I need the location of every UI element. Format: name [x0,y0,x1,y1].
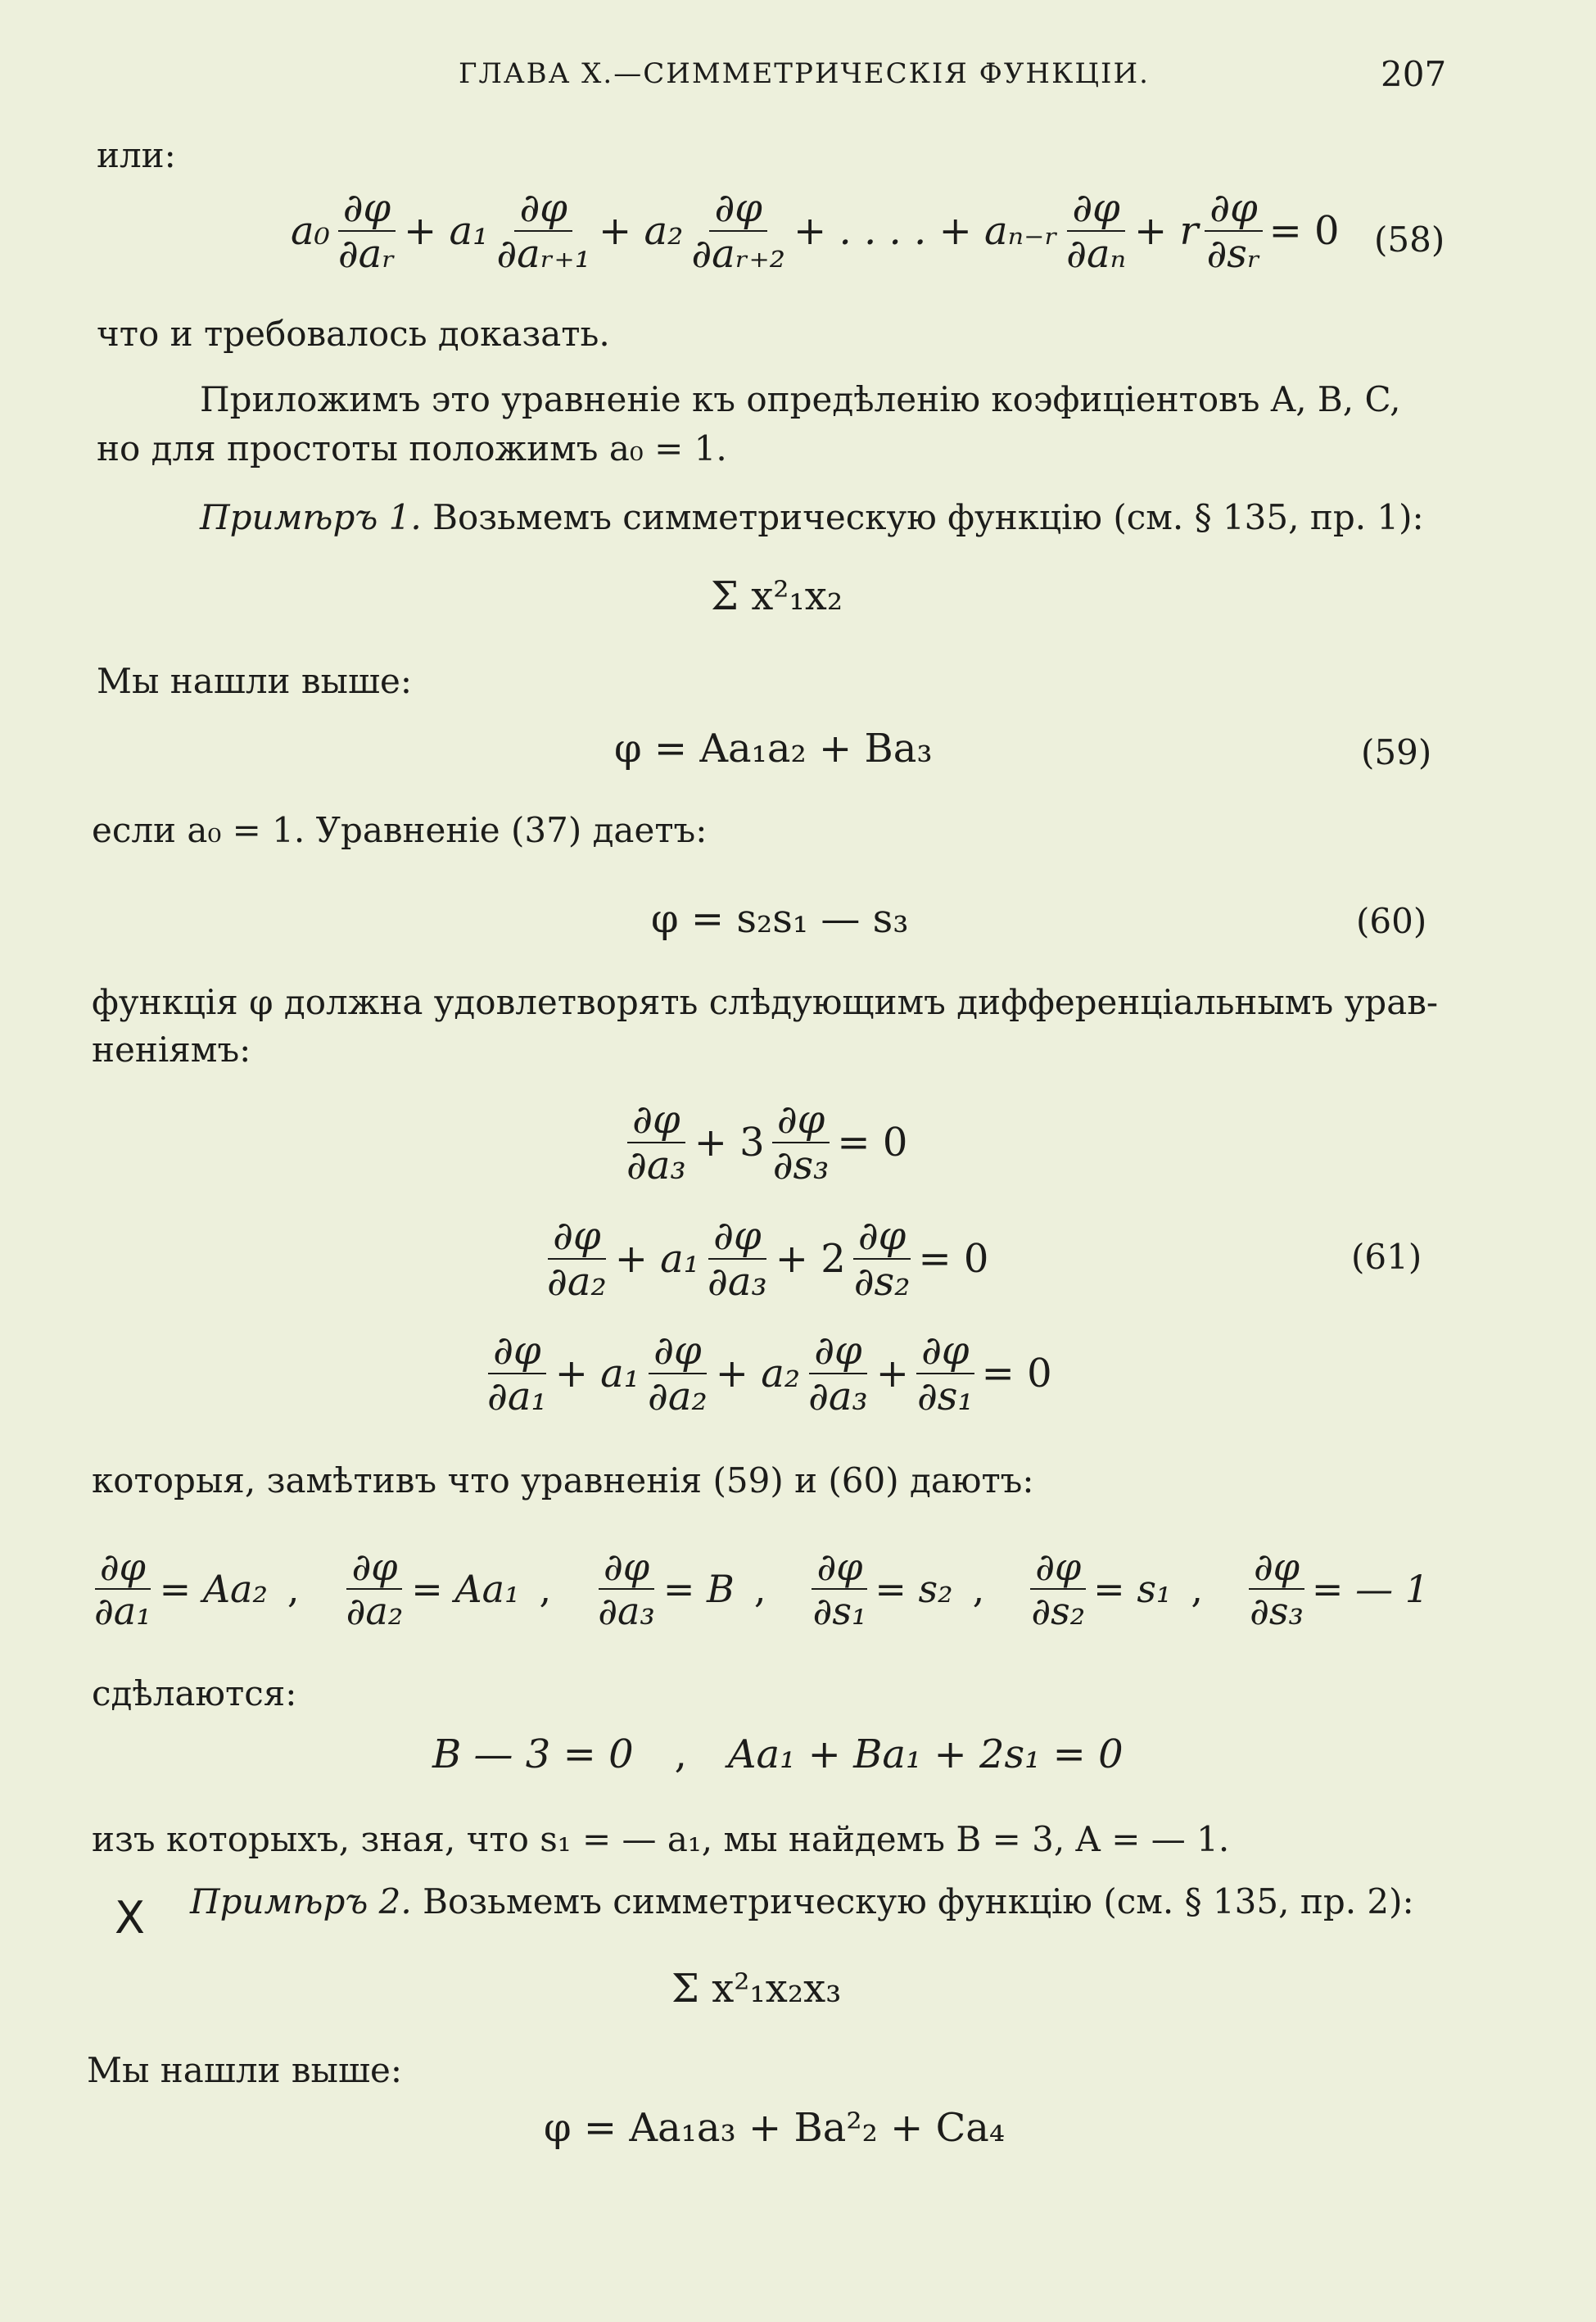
text-become: сдѣлаются: [92,1673,297,1713]
text-which: которыя, замѣтивъ что уравненія (59) и (60) даютъ: [92,1460,1034,1500]
equation-58 [291,182,1340,280]
text-from-which: изъ которыхъ, зная, что s₁ = — a₁, мы найдемъ B = 3, A = — 1. [92,1819,1230,1859]
eq58-frac-2: $\frac{\partial\varphi}{\text{∂aᵣ₊₁}}$ [496,184,590,277]
sum-expression-1: Σ x²₁x₂ [711,573,843,619]
sum-expression-2: Σ x²₁x₂x₃ [671,1966,842,2012]
equation-number-61: (61) [1351,1237,1422,1277]
eq58-eq-zero: = 0 [1268,208,1340,254]
margin-pencil-mark: X [115,1892,145,1944]
eq58-frac-5: $\frac{\partial\varphi}{\text{∂sᵣ}}$ [1201,188,1265,275]
page-number: 207 [1381,54,1447,94]
equation-61-line-1: $\frac{\partial\varphi}{\text{∂a₃}}$ + 3 $\frac{\partial\varphi}{\text{∂s₃}}$ = 0 [626,1096,908,1188]
text-apply-line-1: Приложимъ это уравненіе къ опредѣленію коэфиціентовъ A, B, C, [200,379,1401,419]
example-1-label: Примѣръ 1. [200,497,422,537]
derivative-4: $\frac{\partial\varphi}{\text{∂s₁}}$ = s₂ , [812,1544,985,1633]
derivative-6: $\frac{\partial\varphi}{\text{∂s₃}}$ = — 1 [1250,1544,1429,1633]
equation-number-58: (58) [1374,220,1445,260]
equation-59: φ = Aa₁a₂ + Ba₃ [614,726,933,772]
example-1-text: Возьмемъ симметрическую функцію (см. § 135, пр. 1): [432,497,1424,537]
eq58-frac-4: $\frac{\partial\varphi}{\text{∂aₙ}}$ [1066,184,1127,277]
equation-61-line-2: $\frac{\partial\varphi}{\text{∂a₂}}$ + a₁ $\frac{\partial\varphi}{\text{∂a₃}}$ + 2 $\frac{\partial\varphi}{\text{∂s₂}}$ = 0 [547,1212,989,1305]
equation-number-59: (59) [1361,732,1432,772]
example-2-label: Примѣръ 2. [190,1881,412,1921]
text-if-a0: если a₀ = 1. Уравненіе (37) даетъ: [92,810,708,850]
eq58-a0: a₀ [291,208,330,254]
example-2 [190,1879,1414,1925]
result-left: B — 3 = 0 [432,1731,634,1777]
eq58-plus-a1: + a₁ [403,208,489,254]
result-equations [432,1731,1124,1777]
derivative-5: $\frac{\partial\varphi}{\text{∂s₂}}$ = s₁ , [1031,1544,1203,1633]
equation-number-60: (60) [1356,901,1427,941]
eq58-frac-3: $\frac{\partial\varphi}{\text{∂aᵣ₊₂}}$ [691,184,786,277]
text-apply-line-2: но для простоты положимъ a₀ = 1. [97,428,727,468]
eq58-frac-1: $\frac{\partial\varphi}{\text{∂aᵣ}}$ [337,184,396,277]
eq58-dots: + . . . . + aₙ₋ᵣ [793,208,1059,254]
derivative-3: $\frac{\partial\varphi}{\text{∂a₃}}$ = B , [598,1544,766,1633]
derivative-2: $\frac{\partial\varphi}{\text{∂a₂}}$ = Aa₁ , [346,1544,552,1633]
text-function-line-2: неніямъ: [92,1030,251,1070]
text-function-line-1: функція φ должна удовлетворять слѣдующимъ дифференціальнымъ урав- [92,982,1439,1022]
result-comma: , [674,1731,687,1777]
text-proved: что и требовалось доказать. [97,314,610,354]
final-equation: φ = Aa₁a₃ + Ba²₂ + Ca₄ [544,2105,1006,2151]
example-2-text: Возьмемъ симметрическую функцію (см. § 135, пр. 2): [423,1881,1414,1921]
eq58-plus-r: + r [1134,208,1199,254]
equation-61-line-3: $\frac{\partial\varphi}{\text{∂a₁}}$ + a₁ $\frac{\partial\varphi}{\text{∂a₂}}$ + a₂ $\frac{\partial\varphi}{\text{∂a₃}}$ + $\frac{\partial\varphi}{\text{∂s₁}}$ = 0 [487,1327,1052,1419]
result-right: Aa₁ + Ba₁ + 2s₁ = 0 [727,1731,1124,1777]
text-found-above-2: Мы нашли выше: [87,2050,403,2090]
text-ili: или: [97,135,176,175]
eq58-plus-a2: + a₂ [599,208,684,254]
text-found-above-1: Мы нашли выше: [97,661,413,701]
derivative-1: $\frac{\partial\varphi}{\text{∂a₁}}$ = Aa₂ , [94,1544,300,1633]
derivative-values [86,1540,1429,1638]
chapter-title: ГЛАВА X.—СИММЕТРИЧЕСКІЯ ФУНКЦІИ. [459,57,1150,90]
example-1 [200,495,1424,541]
page-header [0,54,1596,106]
equation-60: φ = s₂s₁ — s₃ [651,896,909,942]
